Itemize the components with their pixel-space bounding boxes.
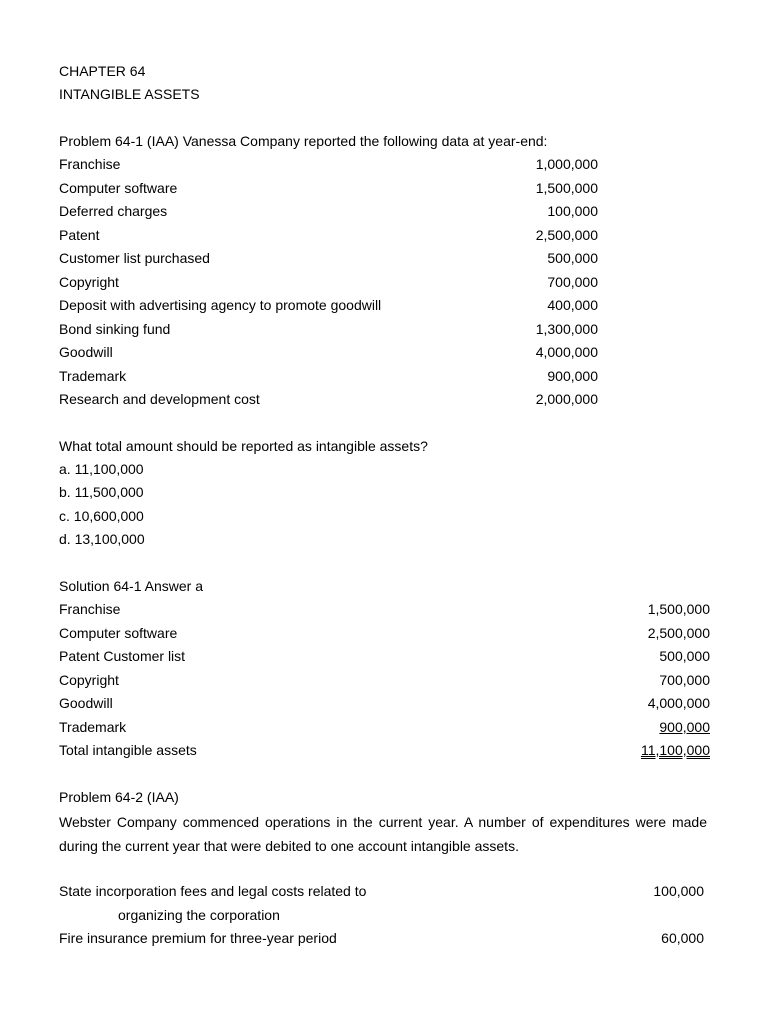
- solution-item-amount: 1,500,000: [647, 601, 710, 617]
- item-amount: 400,000: [547, 297, 598, 313]
- item-label: Bond sinking fund: [59, 321, 171, 337]
- item-label: Deposit with advertising agency to promote goodwill: [59, 297, 382, 313]
- answer-choice: a. 11,100,000: [59, 461, 144, 477]
- answer-choice: b. 11,500,000: [59, 484, 144, 500]
- item-amount: 500,000: [547, 250, 598, 266]
- item-amount: 100,000: [547, 203, 598, 219]
- item-label: Trademark: [59, 368, 127, 384]
- solution-item-label: Franchise: [59, 601, 121, 617]
- item-label: State incorporation fees and legal costs related to: [59, 883, 367, 899]
- item-label: Computer software: [59, 180, 178, 196]
- item-label-continued: organizing the corporation: [118, 907, 280, 923]
- solution-item-label: Goodwill: [59, 695, 113, 711]
- problem-heading: Problem 64-2 (IAA): [59, 789, 179, 805]
- chapter-label: CHAPTER 64: [59, 63, 146, 79]
- item-amount: 2,000,000: [535, 391, 598, 407]
- item-amount: 60,000: [661, 930, 704, 946]
- solution-item-amount: 900,000: [659, 719, 710, 735]
- item-amount: 1,500,000: [535, 180, 598, 196]
- item-label: Goodwill: [59, 344, 113, 360]
- question-text: What total amount should be reported as intangible assets?: [59, 438, 428, 454]
- solution-item-amount: 500,000: [659, 648, 710, 664]
- solution-total-amount: 11,100,000: [640, 742, 710, 758]
- item-label: Fire insurance premium for three-year period: [59, 930, 337, 946]
- item-label: Research and development cost: [59, 391, 260, 407]
- solution-item-label: Trademark: [59, 719, 127, 735]
- solution-item-label: Patent Customer list: [59, 648, 186, 664]
- item-label: Franchise: [59, 156, 121, 172]
- answer-choice: d. 13,100,000: [59, 531, 145, 547]
- problem-heading: Problem 64-1 (IAA) Vanessa Company reported the following data at year-end:: [59, 133, 548, 149]
- item-label: Deferred charges: [59, 203, 168, 219]
- item-amount: 100,000: [653, 883, 704, 899]
- solution-item-amount: 4,000,000: [647, 695, 710, 711]
- solution-item-label: Computer software: [59, 625, 178, 641]
- item-label: Patent: [59, 227, 100, 243]
- solution-heading: Solution 64-1 Answer a: [59, 578, 203, 594]
- item-amount: 4,000,000: [535, 344, 598, 360]
- item-label: Copyright: [59, 274, 119, 290]
- solution-item-label: Copyright: [59, 672, 119, 688]
- item-amount: 1,300,000: [535, 321, 598, 337]
- answer-choice: c. 10,600,000: [59, 508, 144, 524]
- problem-paragraph: Webster Company commenced operations in the current year. A number of expenditures were made during the current year that were debited to one account intangible assets.: [59, 814, 707, 854]
- item-amount: 2,500,000: [535, 227, 598, 243]
- item-amount: 700,000: [547, 274, 598, 290]
- item-label: Customer list purchased: [59, 250, 210, 266]
- item-amount: 900,000: [547, 368, 598, 384]
- item-amount: 1,000,000: [535, 156, 598, 172]
- solution-item-amount: 700,000: [659, 672, 710, 688]
- chapter-title: INTANGIBLE ASSETS: [59, 86, 200, 102]
- solution-total-label: Total intangible assets: [59, 742, 197, 758]
- solution-item-amount: 2,500,000: [647, 625, 710, 641]
